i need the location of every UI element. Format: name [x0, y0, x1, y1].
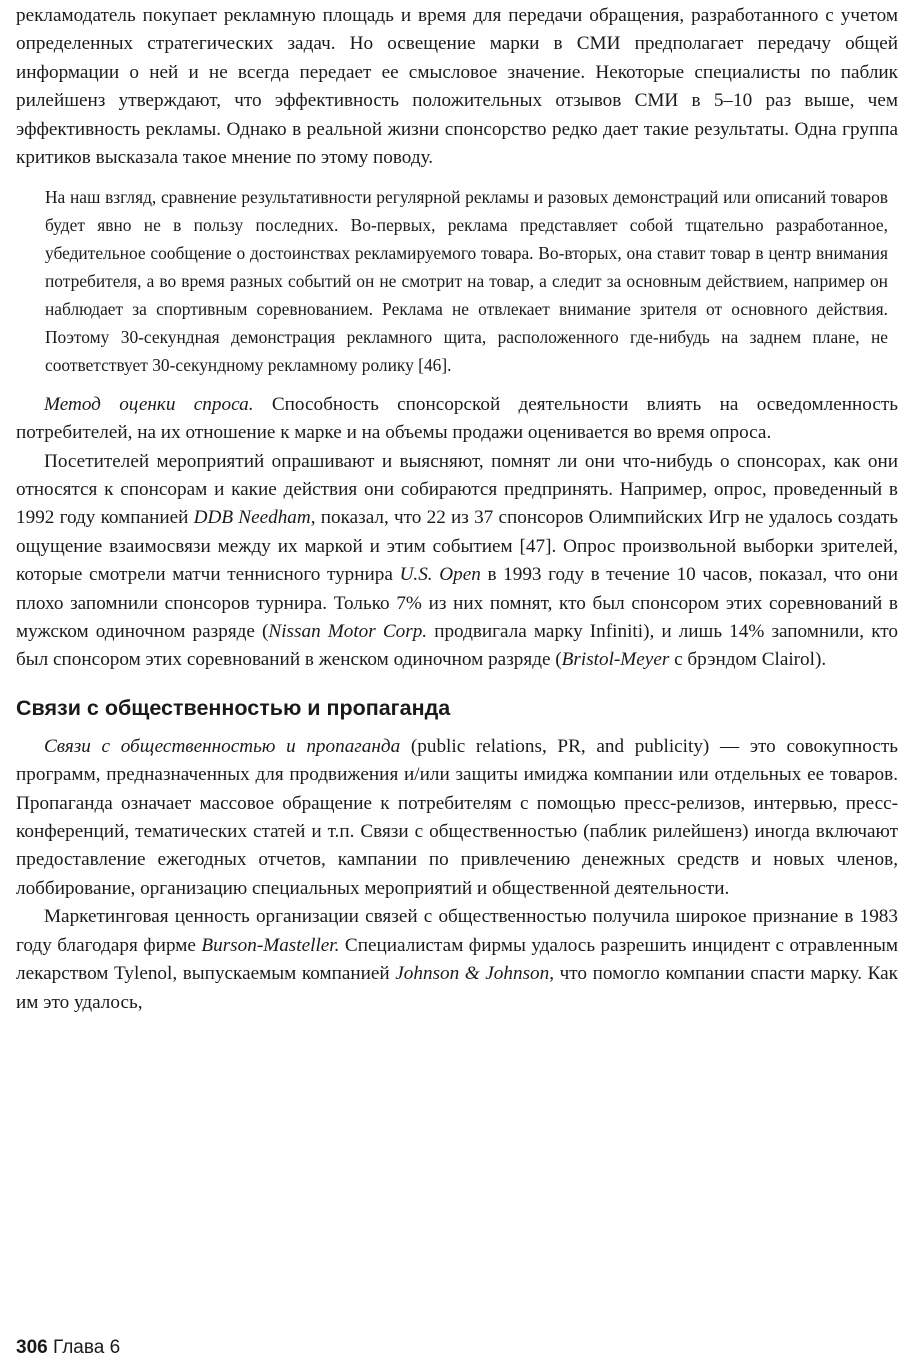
paragraph-survey-method — [16, 391, 898, 448]
document-page — [0, 2, 908, 1371]
paragraph-pr-value — [16, 903, 898, 1017]
page-footer — [16, 1337, 120, 1359]
chapter-label: Глава 6 — [52, 1337, 121, 1358]
company-name: Nissan Motor Corp. — [268, 621, 428, 643]
section-heading: Связи с общественностью и пропаганда — [16, 695, 451, 720]
company-name: Bristol-Meyer — [561, 649, 670, 671]
company-name: Burson-Masteller. — [201, 934, 340, 956]
page-number: 306 — [16, 1337, 48, 1358]
paragraph-pr-definition — [16, 733, 898, 903]
text-run: в 1993 году в течение 10 часов, показал, что они плохо запомнили спонсоров турнира. Только 7% из них помнят, кто был спонсором этих соревнований в мужском одиночном разряде ( — [16, 564, 898, 643]
text-run: Посетителей мероприятий опрашивают и выясняют, помнят ли они что-нибудь о спонсорах, как они относятся к спонсорам и какие действия они собираются предпринять. Например, опрос, проведенный в 1992 году компанией — [16, 450, 898, 529]
text-run: Специалистам фирмы удалось разрешить инцидент с отравленным лекарством Tylenol, выпускаемым компанией — [16, 934, 898, 985]
tournament-name: U.S. Open — [399, 564, 481, 586]
text-run: Маркетинговая ценность организации связей с общественностью получила широкое признание в 1983 году благодаря фирме — [16, 906, 898, 956]
company-name: Johnson & Johnson — [395, 963, 550, 985]
text-run: продвигала марку Infiniti), и лишь 14% запомнили, кто был спонсором этих соревнований в женском одиночном разряде ( — [16, 621, 898, 671]
text-run: , что помогло компании спасти марку. Как им это удалось, — [16, 963, 898, 1013]
text-run: (public relations, PR, and publicity) — это совокупность программ, предназначенных для продвижения и/или защиты имиджа компании или отдельных ее товаров. Пропаганда означает массовое обращение к потребителям с помощью пресс-релизов, интервью, пресс-конференций, тематических статей и т.п. Связи с общественностью (паблик рилейшенз) иногда включают предоставление ежегодных отчетов, кампании по привлечению денежных средств и новых членов, лоббирование, организацию специальных мероприятий и общественной деятельности. — [16, 735, 898, 899]
term-pr: Связи с общественностью и пропаганда — [44, 735, 401, 757]
text-run: с брэндом Clairol). — [669, 649, 827, 671]
paragraph-survey-results — [16, 448, 898, 675]
term-survey-method: Метод оценки спроса. — [44, 393, 254, 415]
block-quote: На наш взгляд, сравнение результативности регулярной рекламы и разовых демонстраций или описаний товаров будет явно не в пользу последних. Во-первых, реклама представляет собой тщательно разработанное, убедительное сообщение о достоинствах рекламируемого товара. Во-вторых, она ставит товар в центр внимания потребителя, а во время разных событий он не смотрит на товар, а следит за основным действием, например он наблюдает за спортивным соревнованием. Реклама не отвлекает внимание зрителя от основного действия. Поэтому 30-секундная демонстрация рекламного щита, расположенного где-нибудь на заднем плане, не соответствует 30-секундному рекламному ролику [46]. — [45, 187, 888, 375]
text-run: , показал, что 22 из 37 спонсоров Олимпийских Игр не удалось создать ощущение взаимосвязи между их маркой и этим событием [47]. Опрос произвольной выборки зрителей, которые смотрели матчи теннисного турнира — [16, 507, 898, 586]
paragraph-1: рекламодатель покупает рекламную площадь и время для передачи обращения, разработанного с учетом определенных стратегических задач. Но освещение марки в СМИ предполагает передачу общей информации о ней и не всегда передает ее смысловое значение. Некоторые специалисты по паблик рилейшенз утверждают, что эффективность положительных отзывов СМИ в 5–10 раз выше, чем эффективность рекламы. Однако в реальной жизни спонсорство редко дает такие результаты. Одна группа критиков высказала такое мнение по этому поводу. — [16, 5, 898, 169]
paragraph-survey-method-text: Способность спонсорской деятельности влиять на осведомленность потребителей, на их отношение к марке и на объемы продажи оценивается во время опроса. — [16, 393, 898, 444]
company-name: DDB Needham — [193, 507, 311, 529]
